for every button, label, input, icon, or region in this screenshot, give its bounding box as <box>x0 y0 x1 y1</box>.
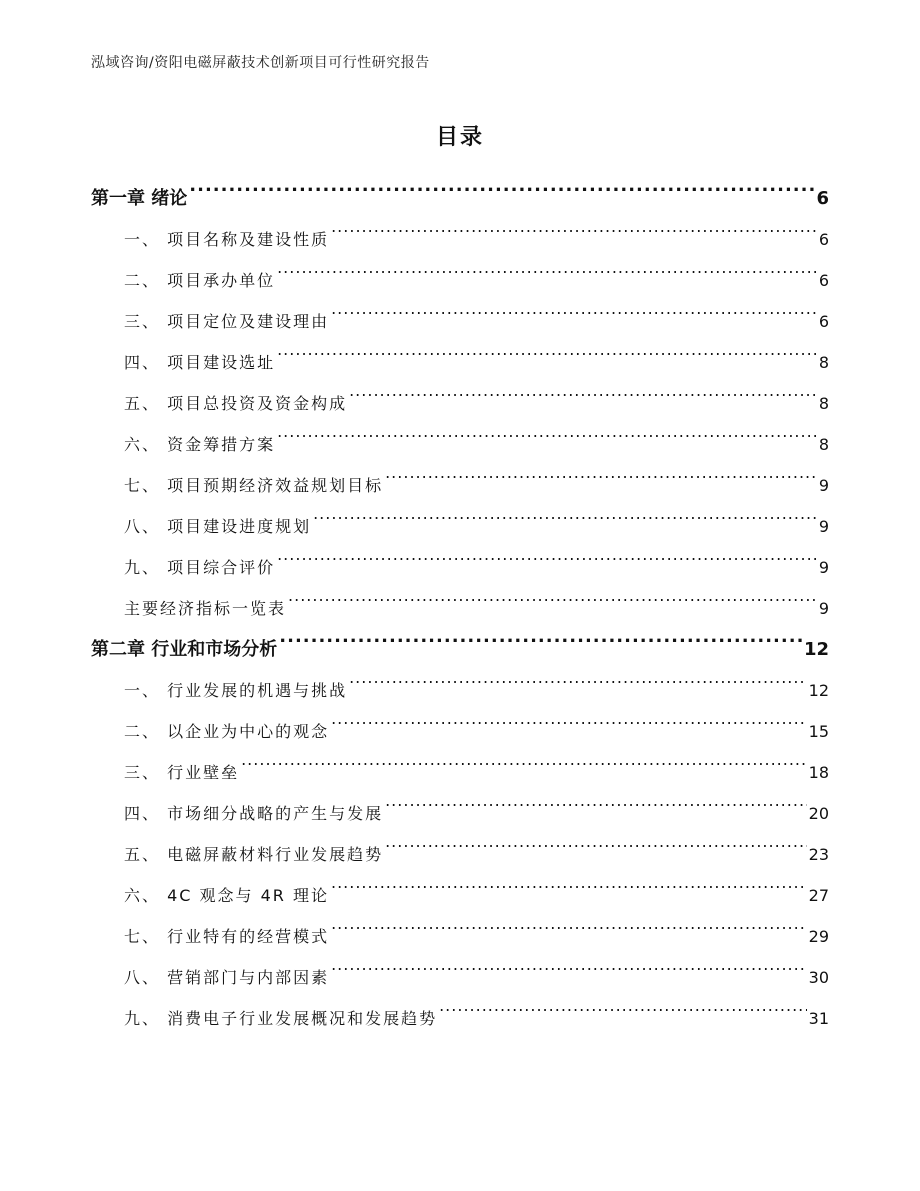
toc-entry[interactable] <box>91 998 829 1039</box>
toc-entry-page: 29 <box>808 927 829 946</box>
dot-leader <box>331 311 817 327</box>
toc-entry-page: 9 <box>818 517 829 536</box>
toc-entry-label: 三、 行业壁垒 <box>124 763 240 782</box>
toc-entry-page: 8 <box>818 394 829 413</box>
toc-entry-page: 18 <box>808 763 829 782</box>
toc-entry[interactable] <box>91 916 829 957</box>
toc-entry-page: 23 <box>808 845 829 864</box>
toc-entry-page: 6 <box>818 271 829 290</box>
toc-entry[interactable] <box>91 957 829 998</box>
table-of-contents <box>91 178 829 1039</box>
toc-entry-label: 五、 项目总投资及资金构成 <box>124 394 348 413</box>
toc-entry-page: 12 <box>808 681 829 700</box>
running-header: 泓域咨询/资阳电磁屏蔽技术创新项目可行性研究报告 <box>91 55 430 71</box>
dot-leader <box>277 352 817 368</box>
toc-entry-page: 9 <box>818 558 829 577</box>
toc-entry-label: 主要经济指标一览表 <box>124 599 287 618</box>
toc-entry-page: 9 <box>818 599 829 618</box>
toc-entry[interactable] <box>91 465 829 506</box>
toc-entry-label: 第二章 行业和市场分析 <box>91 639 278 660</box>
toc-entry-page: 20 <box>808 804 829 823</box>
toc-entry[interactable] <box>91 547 829 588</box>
toc-entry[interactable] <box>91 875 829 916</box>
dot-leader <box>349 393 817 409</box>
toc-entry[interactable] <box>91 260 829 301</box>
toc-entry-page: 6 <box>818 230 829 249</box>
toc-entry-page: 27 <box>808 886 829 905</box>
toc-entry[interactable] <box>91 219 829 260</box>
dot-leader <box>331 926 807 942</box>
dot-leader <box>385 803 807 819</box>
toc-entry-label: 六、 4C 观念与 4R 理论 <box>124 886 329 905</box>
toc-entry-label: 四、 项目建设选址 <box>124 353 276 372</box>
toc-entry[interactable] <box>91 383 829 424</box>
toc-entry[interactable] <box>91 588 829 629</box>
toc-entry-label: 五、 电磁屏蔽材料行业发展趋势 <box>124 845 384 864</box>
dot-leader <box>189 186 814 204</box>
page-title: 目录 <box>435 125 484 150</box>
toc-entry-page: 8 <box>818 435 829 454</box>
toc-entry[interactable] <box>91 629 829 670</box>
dot-leader <box>331 229 817 245</box>
toc-entry[interactable] <box>91 752 829 793</box>
dot-leader <box>313 516 817 532</box>
toc-entry[interactable] <box>91 711 829 752</box>
toc-entry-label: 八、 项目建设进度规划 <box>124 517 312 536</box>
toc-entry[interactable] <box>91 424 829 465</box>
toc-entry-page: 8 <box>818 353 829 372</box>
toc-entry-label: 一、 行业发展的机遇与挑战 <box>124 681 348 700</box>
toc-entry[interactable] <box>91 834 829 875</box>
toc-entry-page: 9 <box>818 476 829 495</box>
toc-entry-page: 6 <box>816 188 829 209</box>
toc-entry-page: 31 <box>808 1009 829 1028</box>
dot-leader <box>277 557 817 573</box>
toc-entry[interactable] <box>91 342 829 383</box>
toc-entry-page: 30 <box>808 968 829 987</box>
toc-entry-label: 二、 项目承办单位 <box>124 271 276 290</box>
toc-entry-label: 二、 以企业为中心的观念 <box>124 722 330 741</box>
dot-leader <box>331 721 807 737</box>
dot-leader <box>241 762 807 778</box>
dot-leader <box>331 885 807 901</box>
toc-entry-label: 四、 市场细分战略的产生与发展 <box>124 804 384 823</box>
dot-leader <box>279 637 802 655</box>
toc-entry-label: 七、 项目预期经济效益规划目标 <box>124 476 384 495</box>
toc-entry-label: 八、 营销部门与内部因素 <box>124 968 330 987</box>
dot-leader <box>288 598 817 614</box>
toc-entry-page: 15 <box>808 722 829 741</box>
toc-entry[interactable] <box>91 506 829 547</box>
dot-leader <box>385 475 817 491</box>
toc-entry[interactable] <box>91 793 829 834</box>
toc-entry-label: 一、 项目名称及建设性质 <box>124 230 330 249</box>
dot-leader <box>331 967 807 983</box>
toc-entry-label: 九、 消费电子行业发展概况和发展趋势 <box>124 1009 438 1028</box>
toc-entry-label: 六、 资金筹措方案 <box>124 435 276 454</box>
dot-leader <box>439 1008 807 1024</box>
toc-entry-label: 三、 项目定位及建设理由 <box>124 312 330 331</box>
dot-leader <box>277 434 817 450</box>
dot-leader <box>349 680 807 696</box>
toc-entry-label: 九、 项目综合评价 <box>124 558 276 577</box>
toc-entry[interactable] <box>91 178 829 219</box>
toc-entry-label: 第一章 绪论 <box>91 188 188 209</box>
toc-entry[interactable] <box>91 301 829 342</box>
dot-leader <box>277 270 817 286</box>
toc-entry-page: 12 <box>803 639 829 660</box>
toc-entry-label: 七、 行业特有的经营模式 <box>124 927 330 946</box>
dot-leader <box>385 844 807 860</box>
toc-entry[interactable] <box>91 670 829 711</box>
toc-entry-page: 6 <box>818 312 829 331</box>
